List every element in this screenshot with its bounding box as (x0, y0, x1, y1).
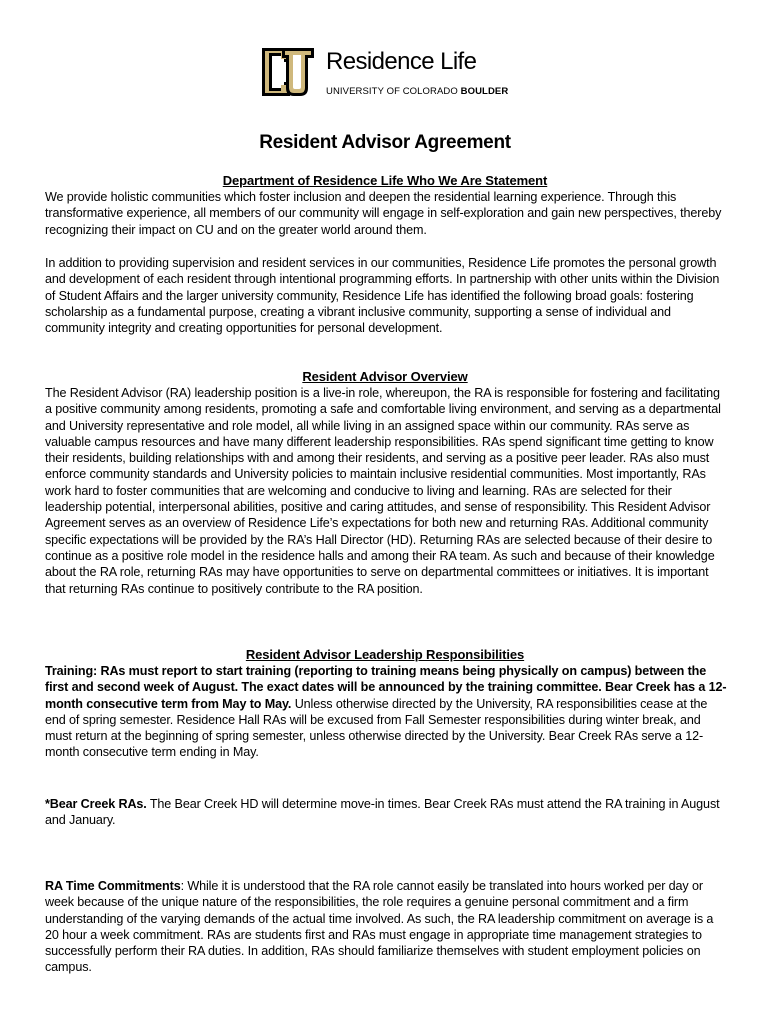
section-heading-leadership-responsibilities: Resident Advisor Leadership Responsibilities (245, 647, 525, 662)
section-heading-ra-overview: Resident Advisor Overview (302, 369, 468, 384)
time-commitments-text: : While it is understood that the RA role cannot easily be translated into hours worked per day or week because of the unique nature of the responsibilities, the role requires a genuine personal commitment and a firm understanding of the varying demands of the actual time involved. As such, the RA leadership commitment on average is a 20 hour a week commitment. RAs are students first and RAs must engage in appropriate time management strategies to successfully perform their RA duties. In addition, RAs should familiarize themselves with student employment policies on campus. (45, 879, 714, 975)
training-bold-text: Training: RAs must report to start training (reporting to training means being physically on campus) between the first and second week of August. The exact dates will be announced by the training committee. Bear Creek has a 12-month consecutive term from May to May. (45, 664, 727, 711)
header-logo-block (260, 44, 520, 100)
brand-subtitle (326, 86, 508, 97)
ra-overview-paragraph: The Resident Advisor (RA) leadership position is a live-in role, whereupon, the RA is responsible for fostering and facilitating a positive community among residents, promoting a safe and comfortable living environment, and serving as a departmental and University representative and role model, all while living in an assigned space within our community. RAs serve as valuable campus resources and have many different leadership responsibilities. RAs spend significant time getting to know their residents, building relationships with and among their residents, and serving as a positive peer leader. RAs also must enforce community standards and University policies to maintain inclusive residential communities. Most importantly, RAs work hard to foster communities that are welcoming and conducive to living and learning. RAs are selected for their leadership potential, interpersonal abilities, positive and caring attitudes, and sense of responsibility. This Resident Advisor Agreement serves as an overview of Residence Life’s expectations for both new and returning RAs. Additional community specific expectations will be provided by the RA’s Hall Director (HD). Returning RAs are selected because of their desire to continue as a positive role model in the residence halls and among their RA team. As such and because of their knowledge about the RA role, returning RAs may have opportunities to serve on departmental committees or initiatives. It is important that returning RAs continue to positively contribute to the RA position. (45, 386, 721, 596)
time-commitments-bold-text: RA Time Commitments (45, 879, 181, 893)
who-we-are-paragraph-2: In addition to providing supervision and resident services in our communities, Residence Life promotes the personal growth and development of each resident through intentional programming efforts. In partnership with other units within the Division of Student Affairs and the larger university community, Residence Life has identified the following broad goals: fostering scholarship as a fundamental purpose, creating a vibrant inclusive community, supporting a sense of individual and community integrity and creating opportunities for personal development. (45, 256, 720, 336)
document-title: Resident Advisor Agreement (259, 132, 511, 153)
time-commitments-paragraph (45, 878, 729, 976)
training-paragraph (45, 663, 729, 761)
brand-title: Residence Life (326, 48, 477, 75)
training-text: Unless otherwise directed by the University, RA responsibilities cease at the end of spring semester. Residence Hall RAs will be excused from Fall Semester responsibilities during winter break, and must return at the beginning of spring semester, unless otherwise directed by the University. Bear Creek RAs serve a 12-month consecutive term ending in May. (45, 696, 708, 760)
bear-creek-bold-text: *Bear Creek RAs. (45, 797, 147, 811)
bear-creek-text: The Bear Creek HD will determine move-in times. Bear Creek RAs must attend the RA training in August and January. (45, 797, 720, 828)
brand-sub-regular: UNIVERSITY OF COLORADO (326, 86, 461, 97)
bear-creek-paragraph (45, 796, 729, 829)
section-heading-who-we-are: Department of Residence Life Who We Are Statement (222, 173, 548, 188)
cu-logo-icon (260, 44, 316, 100)
brand-sub-bold: BOULDER (460, 86, 509, 97)
who-we-are-paragraph-1: We provide holistic communities which foster inclusion and deepen the residential learning experience. Through this transformative experience, all members of our community will engage in self-exploration and gain new perspectives, thereby recognizing their impact on CU and on the greater world around them. (45, 190, 722, 237)
